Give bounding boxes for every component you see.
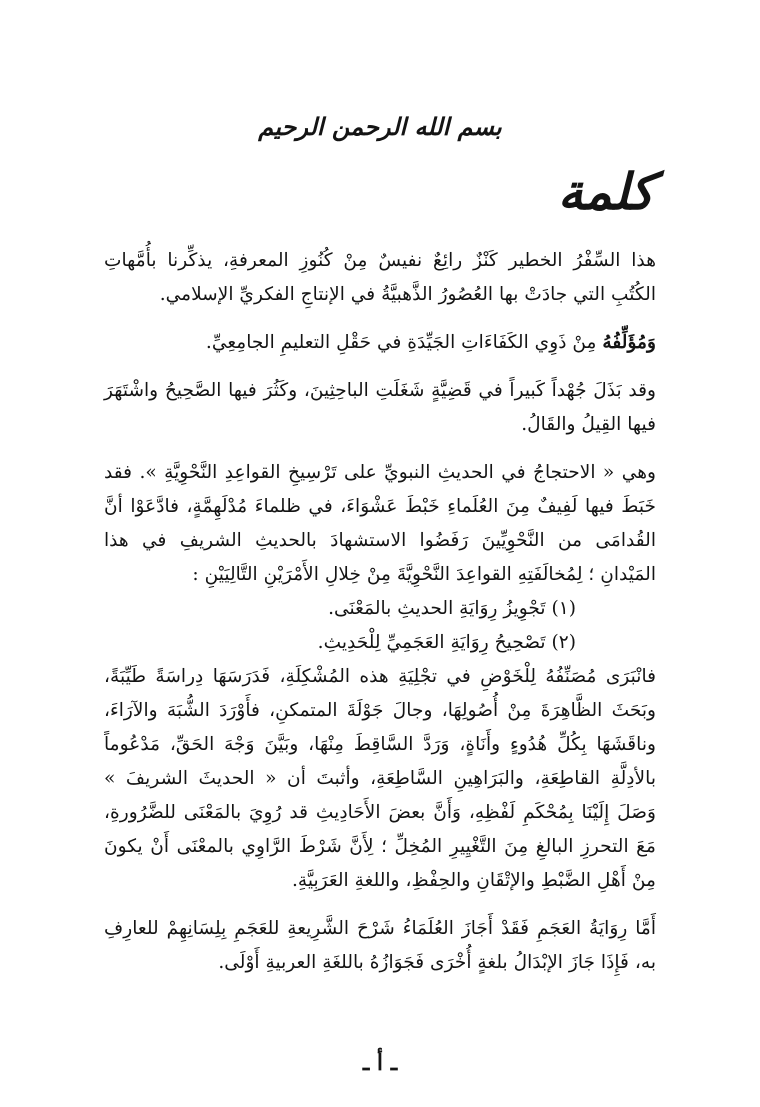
list-item: (٢) تَصْحِيحُ رِوَايَةِ العَجَمِيِّ لِلْحَدِيثِ. xyxy=(317,632,576,653)
basmala: بسم الله الرحمن الرحيم xyxy=(258,112,502,141)
page-number: ـ أ ـ xyxy=(362,1050,398,1076)
paragraph-2 xyxy=(104,326,656,360)
paragraph-2-text: مِنْ ذَوِي الكَفَاءَاتِ الجَيِّدَةِ في حَقْلِ التعليمِ الجامِعِيِّ. xyxy=(205,332,603,353)
page-title: كلمة xyxy=(557,162,654,221)
paragraph-1: هذا السِّفْرُ الخطير كَنْزٌ رائِعٌ نفيسٌ مِنْ كُنُوزِ المعرفةِ، يذكِّرنا بأُمَّهاتِ الكُتُبِ التي جادَتْ بها العُصُورُ الذَّهبيَّةُ في الإنتاجِ الفكريِّ الإسلامي. xyxy=(104,250,656,305)
paragraph-6: أَمَّا رِوَايَةُ العَجَمِ فَقَدْ أَجَازَ العُلَمَاءُ شَرْحَ الشَّرِيعةِ للعَجَمِ بِلِسَانِهِمْ للعارِفِ به، فَإِذَا جَازَ الإبْدَالُ بلغةٍ أُخْرَى فَجَوَازُهُ باللغَةِ العربيةِ أَوْلَى. xyxy=(104,918,656,973)
paragraph-5: فانْبَرَى مُصَنِّفُهُ لِلْخَوْضِ في تجْلِيَةِ هذه المُشْكِلَةِ، فَدَرَسَهَا دِراسَةً طَيِّبَةً، وبَحَثَ الظَّاهِرَةَ مِنْ أُصُولِهَا، وجالَ جَوْلَةَ المتمكنِ، فأَوْرَدَ الشُّبَهَ والآرَاءَ، وناقَشَهَا بِكُلِّ هُدُوءٍ وأَنَاةٍ، وَرَدَّ السَّاقِطَ مِنْهَا، وبَيَّنَ وَجْهَ الحَقِّ، مَدْعُوماً بالأدِلَّةِ القاطِعَةِ، والبَرَاهِينِ السَّاطِعَةِ، وأثبتَ أن « الحديثَ الشريفَ » وَصَلَ إِلَيْنَا بِمُحْكَمِ لَفْظِهِ، وَأَنَّ بعضَ الأَحَادِيثِ قد رُوِيَ بالمَعْنَى للضَّرُورةِ، مَعَ التحرزِ البالغِ مِنَ التَّغْيِيرِ المُخِلِّ ؛ لِأَنَّ شَرْطَ الرَّاوِي بالمعْنَى أَنْ يكونَ مِنْ أَهْلِ الضَّبْطِ والإتْقَانِ والحِفْظِ، واللغةِ العَرَبِيَّةِ. xyxy=(104,666,656,891)
list-item: (١) تَجْوِيزُ رِوَايَةِ الحديثِ بالمَعْنَى. xyxy=(328,598,576,619)
paragraph-4: وهي « الاحتجاجُ في الحديثِ النبويِّ على تَرْسِيخِ القواعِدِ النَّحْوِيَّةِ ». فقد خَبَطَ فيها لَفِيفٌ مِنَ العُلَماءِ خَبْطَ عَشْوَاءَ، في ظلماءَ مُدْلَهِمَّةٍ، فادَّعَوْا أنَّ القُدامَى من النَّحْوِيِّينَ رَفَضُوا الاستشهادَ بالحديثِ الشريفِ في هذا المَيْدانِ ؛ لِمُخالَفَتِهِ القواعِدَ النَّحْوِيَّةَ مِنْ خِلالِ الأَمْرَيْنِ التَّالِيَيْنِ : xyxy=(104,462,656,585)
author-term: وَمُؤَلِّفُهُ xyxy=(602,332,656,353)
numbered-list xyxy=(104,592,656,660)
paragraph-3: وقد بَذَلَ جُهْداً كَبيراً في قَضِيَّةٍ شَغَلَتِ الباحِثِينَ، وكَثُرَ فيها الصَّحِيحُ واشْتَهَرَ فيها القِيلُ والقَالُ. xyxy=(104,380,656,435)
body-text xyxy=(104,244,656,994)
